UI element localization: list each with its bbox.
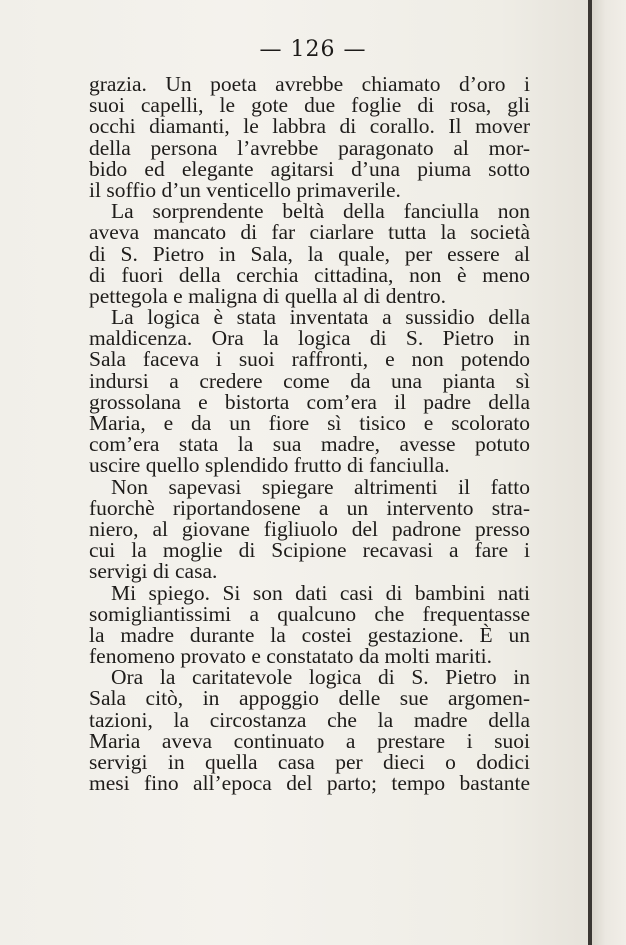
text-line: Maria aveva continuato a prestare i suoi (89, 728, 530, 753)
text-line: indursi a credere come da una pianta sì (89, 368, 530, 393)
text-line: mesi fino all’epoca del parto; tempo bastante (89, 771, 530, 796)
text-line: tazioni, la circostanza che la madre della (89, 707, 530, 732)
text-line: La logica è stata inventata a sussidio della (111, 305, 530, 330)
text-line: niero, al giovane figliuolo del padrone presso (89, 516, 530, 541)
text-line: La sorprendente beltà della fanciulla non (111, 199, 530, 224)
text-line: Ora la caritatevole logica di S. Pietro in (111, 665, 530, 690)
text-line: aveva mancato di far ciarlare tutta la società (89, 220, 530, 245)
text-line: servigi di casa. (89, 559, 218, 584)
text-line: servigi in quella casa per dieci o dodici (89, 750, 530, 774)
body-text (89, 74, 530, 794)
text-line: pettegola e maligna di quella al di dentro. (89, 283, 447, 308)
text-line: occhi diamanti, le labbra di corallo. Il mover (89, 114, 530, 139)
text-line: Maria, e da un fiore sì tisico e scolorato (89, 411, 530, 435)
text-line: grazia. Un poeta avrebbe chiamato d’oro i (89, 72, 530, 96)
text-line: Non sapevasi spiegare altrimenti il fatto (111, 474, 530, 499)
text-line: la madre durante la costei gestazione. È un (89, 622, 530, 647)
page-number: — 126 — (259, 37, 367, 62)
text-line: Sala faceva i suoi raffronti, e non potendo (89, 347, 530, 372)
text-line: bido ed elegante agitarsi d’una piuma sotto (89, 156, 530, 181)
text-line: di fuori della cerchia cittadina, non è meno (89, 262, 530, 287)
text-line: uscire quello splendido frutto di fanciulla. (89, 453, 450, 478)
text-line: della persona l’avrebbe paragonato al mor- (89, 135, 530, 160)
text-line: Sala citò, in appoggio delle sue argomen- (89, 686, 530, 711)
text-line: di S. Pietro in Sala, la quale, per essere al (89, 241, 530, 266)
text-line: somigliantissimi a qualcuno che frequentasse (89, 601, 530, 626)
text-line: maldicenza. Ora la logica di S. Pietro in (89, 326, 530, 351)
text-line: suoi capelli, le gote due foglie di rosa, gli (89, 93, 530, 118)
text-line: il soffio d’un venticello primaverile. (89, 177, 401, 202)
page-gutter (592, 0, 626, 945)
text-line: grossolana e bistorta com’era il padre della (89, 389, 530, 414)
text-line: cui la moglie di Scipione recavasi a fare i (89, 538, 530, 563)
text-line: com’era stata la sua madre, avesse potuto (89, 432, 530, 457)
text-line: fuorchè riportandosene a un intervento stra- (89, 495, 530, 520)
text-line: Mi spiego. Si son dati casi di bambini nati (111, 580, 530, 605)
text-line: fenomeno provato e constatato da molti mariti. (89, 644, 493, 669)
